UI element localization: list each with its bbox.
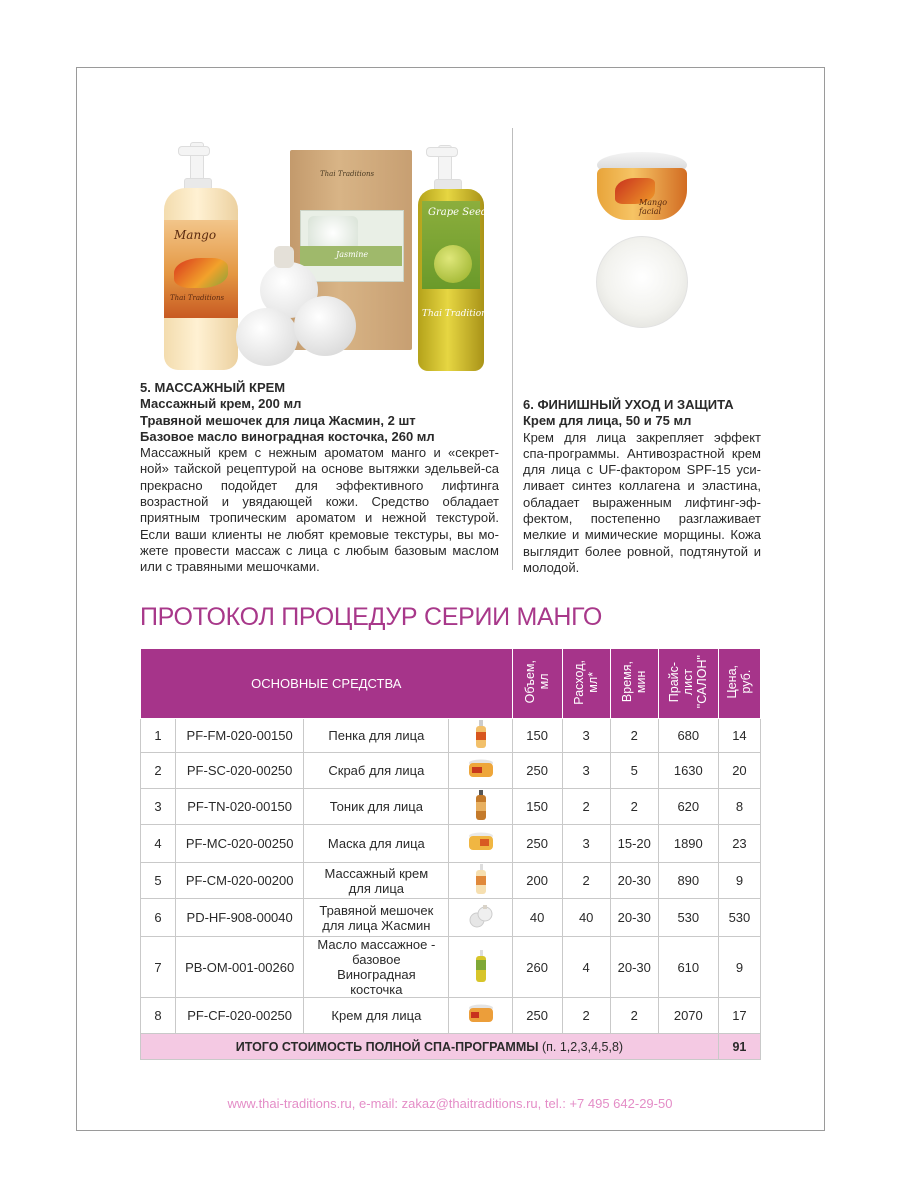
product-code: PF-FM-020-00150 bbox=[176, 719, 304, 753]
product-code: PF-TN-020-00150 bbox=[176, 789, 304, 825]
row-number: 5 bbox=[141, 863, 176, 899]
row-number: 4 bbox=[141, 825, 176, 863]
section5-line3: Базовое масло виноградная косточка, 260 мл bbox=[140, 428, 435, 444]
row-number: 3 bbox=[141, 789, 176, 825]
table-row bbox=[141, 899, 761, 937]
volume-cell: 260 bbox=[512, 937, 562, 998]
product-thumb bbox=[449, 998, 512, 1034]
product-thumb bbox=[449, 863, 512, 899]
usage-cell: 2 bbox=[562, 863, 610, 899]
product-name: Скраб для лица bbox=[304, 753, 449, 789]
price-list-cell: 1630 bbox=[658, 753, 718, 789]
volume-cell: 200 bbox=[512, 863, 562, 899]
product-code: PF-SC-020-00250 bbox=[176, 753, 304, 789]
cream-jar-icon bbox=[468, 1004, 494, 1027]
header-usage: Расход, мл* bbox=[562, 649, 610, 719]
product-name: Маска для лица bbox=[304, 825, 449, 863]
table-row bbox=[141, 998, 761, 1034]
product-name: Массажный крем для лица bbox=[304, 863, 449, 899]
usage-cell: 2 bbox=[562, 789, 610, 825]
price-list-cell: 620 bbox=[658, 789, 718, 825]
mask-jar-icon bbox=[468, 832, 494, 855]
product-code: PF-CF-020-00250 bbox=[176, 998, 304, 1034]
row-number: 2 bbox=[141, 753, 176, 789]
mango-bottle-brand: Mango bbox=[174, 228, 217, 242]
section5-line1: Массажный крем, 200 мл bbox=[140, 396, 302, 412]
price-cell: 14 bbox=[718, 719, 760, 753]
open-cream-jar-image bbox=[596, 236, 688, 328]
column-divider bbox=[512, 128, 513, 570]
bag-product: Jasmine bbox=[336, 250, 369, 259]
product-thumb bbox=[449, 753, 512, 789]
usage-cell: 3 bbox=[562, 825, 610, 863]
product-name: Крем для лица bbox=[304, 998, 449, 1034]
usage-cell: 2 bbox=[562, 998, 610, 1034]
table-row bbox=[141, 719, 761, 753]
section6-title: 6. ФИНИШНЫЙ УХОД И ЗАЩИТА bbox=[523, 397, 734, 412]
time-cell: 20-30 bbox=[610, 863, 658, 899]
table-row bbox=[141, 753, 761, 789]
product-thumb bbox=[449, 719, 512, 753]
toner-bottle-icon bbox=[475, 790, 487, 823]
price-list-cell: 2070 bbox=[658, 998, 718, 1034]
price-list-cell: 1890 bbox=[658, 825, 718, 863]
product-thumb bbox=[449, 825, 512, 863]
product-code: PF-MC-020-00250 bbox=[176, 825, 304, 863]
jar-brand: Mango facial bbox=[639, 198, 668, 216]
usage-cell: 3 bbox=[562, 753, 610, 789]
product-thumb bbox=[449, 899, 512, 937]
product-code: PB-OM-001-00260 bbox=[176, 937, 304, 998]
section5-title: 5. МАССАЖНЫЙ КРЕМ bbox=[140, 380, 286, 395]
usage-cell: 40 bbox=[562, 899, 610, 937]
product-name: Пенка для лица bbox=[304, 719, 449, 753]
price-cell: 20 bbox=[718, 753, 760, 789]
volume-cell: 250 bbox=[512, 753, 562, 789]
price-cell: 8 bbox=[718, 789, 760, 825]
price-list-cell: 610 bbox=[658, 937, 718, 998]
bag-brand: Thai Traditions bbox=[320, 170, 375, 178]
price-cell: 23 bbox=[718, 825, 760, 863]
protocol-table bbox=[140, 648, 761, 1060]
table-header-row bbox=[141, 649, 761, 719]
footer-contacts: www.thai-traditions.ru, e-mail: zakaz@thaitraditions.ru, tel.: +7 495 642-29-50 bbox=[227, 1096, 673, 1111]
protocol-title: ПРОТОКОЛ ПРОЦЕДУР СЕРИИ МАНГО bbox=[140, 603, 603, 631]
section6-line1: Крем для лица, 50 и 75 мл bbox=[523, 413, 692, 429]
product-name: Масло массажное - базовое Виноградная косточка bbox=[304, 937, 449, 998]
mango-bottle-maker: Thai Traditions bbox=[170, 294, 225, 302]
grape-seed-oil-image bbox=[412, 145, 492, 373]
section-massage-cream bbox=[140, 380, 499, 576]
total-label: ИТОГО СТОИМОСТЬ ПОЛНОЙ СПА-ПРОГРАММЫ (п. 1,2,3,4,5,8) bbox=[141, 1034, 719, 1060]
product-thumb bbox=[449, 937, 512, 998]
row-number: 7 bbox=[141, 937, 176, 998]
time-cell: 5 bbox=[610, 753, 658, 789]
row-number: 6 bbox=[141, 899, 176, 937]
oil-bottle-icon bbox=[475, 950, 487, 985]
price-cell: 17 bbox=[718, 998, 760, 1034]
usage-cell: 4 bbox=[562, 937, 610, 998]
price-list-cell: 530 bbox=[658, 899, 718, 937]
time-cell: 15-20 bbox=[610, 825, 658, 863]
section6-body: Крем для лица закрепляет эффект спа-программы. Антивозрастной крем для лица с UF-фактором SPF-15 уси-ливает синтез коллагена и эластина, обладает выраженным лифтинг-эф-фектом, постепенно разглаживает мелкие и мимические морщины. Кожа выглядит более ровной, подтянутой и молодой. bbox=[523, 429, 761, 575]
volume-cell: 250 bbox=[512, 998, 562, 1034]
scrub-jar-icon bbox=[468, 759, 494, 782]
table-row bbox=[141, 825, 761, 863]
time-cell: 20-30 bbox=[610, 899, 658, 937]
price-list-cell: 680 bbox=[658, 719, 718, 753]
section5-line2: Травяной мешочек для лица Жасмин, 2 шт bbox=[140, 412, 416, 428]
price-cell: 530 bbox=[718, 899, 760, 937]
volume-cell: 150 bbox=[512, 719, 562, 753]
table-row bbox=[141, 789, 761, 825]
product-thumb bbox=[449, 789, 512, 825]
product-name: Тоник для лица bbox=[304, 789, 449, 825]
table-row bbox=[141, 937, 761, 998]
section5-body: Массажный крем с нежным ароматом манго и «секрет-ной» тайской рецептурой на основе вытяжки эдельвей-са прекрасно подойдет для эффективного лифтинга возрастной и увядающей кожи. Средство обладает приятным тропическим ароматом и нежной текстурой. Если ваши клиенты не любят кремовые текстуры, вы мо-жете провести массаж с лица с любым базовым маслом или с травяными мешочками. bbox=[140, 445, 499, 575]
price-list-cell: 890 bbox=[658, 863, 718, 899]
header-main-products: ОСНОВНЫЕ СРЕДСТВА bbox=[141, 649, 513, 719]
table-row bbox=[141, 863, 761, 899]
mango-facial-jar-image bbox=[595, 152, 690, 227]
total-row bbox=[141, 1034, 761, 1060]
volume-cell: 40 bbox=[512, 899, 562, 937]
price-cell: 9 bbox=[718, 937, 760, 998]
time-cell: 20-30 bbox=[610, 937, 658, 998]
time-cell: 2 bbox=[610, 789, 658, 825]
jasmine-herbal-bag-image bbox=[232, 150, 422, 372]
grape-bottle-maker: Thai Traditions bbox=[422, 309, 492, 319]
product-code: PD-HF-908-00040 bbox=[176, 899, 304, 937]
total-value: 91 bbox=[718, 1034, 760, 1060]
product-name: Травяной мешочек для лица Жасмин bbox=[304, 899, 449, 937]
time-cell: 2 bbox=[610, 719, 658, 753]
foam-bottle-icon bbox=[474, 720, 488, 751]
time-cell: 2 bbox=[610, 998, 658, 1034]
row-number: 8 bbox=[141, 998, 176, 1034]
volume-cell: 150 bbox=[512, 789, 562, 825]
row-number: 1 bbox=[141, 719, 176, 753]
grape-bottle-brand: Grape Seed bbox=[428, 207, 488, 218]
header-time: Время, мин bbox=[610, 649, 658, 719]
header-price: Цена, руб. bbox=[718, 649, 760, 719]
header-price-list: Прайс- лист "САЛОН" bbox=[658, 649, 718, 719]
section-finish-care bbox=[523, 397, 761, 576]
herbal-pouch-icon bbox=[468, 904, 494, 931]
usage-cell: 3 bbox=[562, 719, 610, 753]
cream-bottle-icon bbox=[475, 864, 487, 897]
price-cell: 9 bbox=[718, 863, 760, 899]
product-code: PF-CM-020-00200 bbox=[176, 863, 304, 899]
header-volume: Объем, мл bbox=[512, 649, 562, 719]
volume-cell: 250 bbox=[512, 825, 562, 863]
